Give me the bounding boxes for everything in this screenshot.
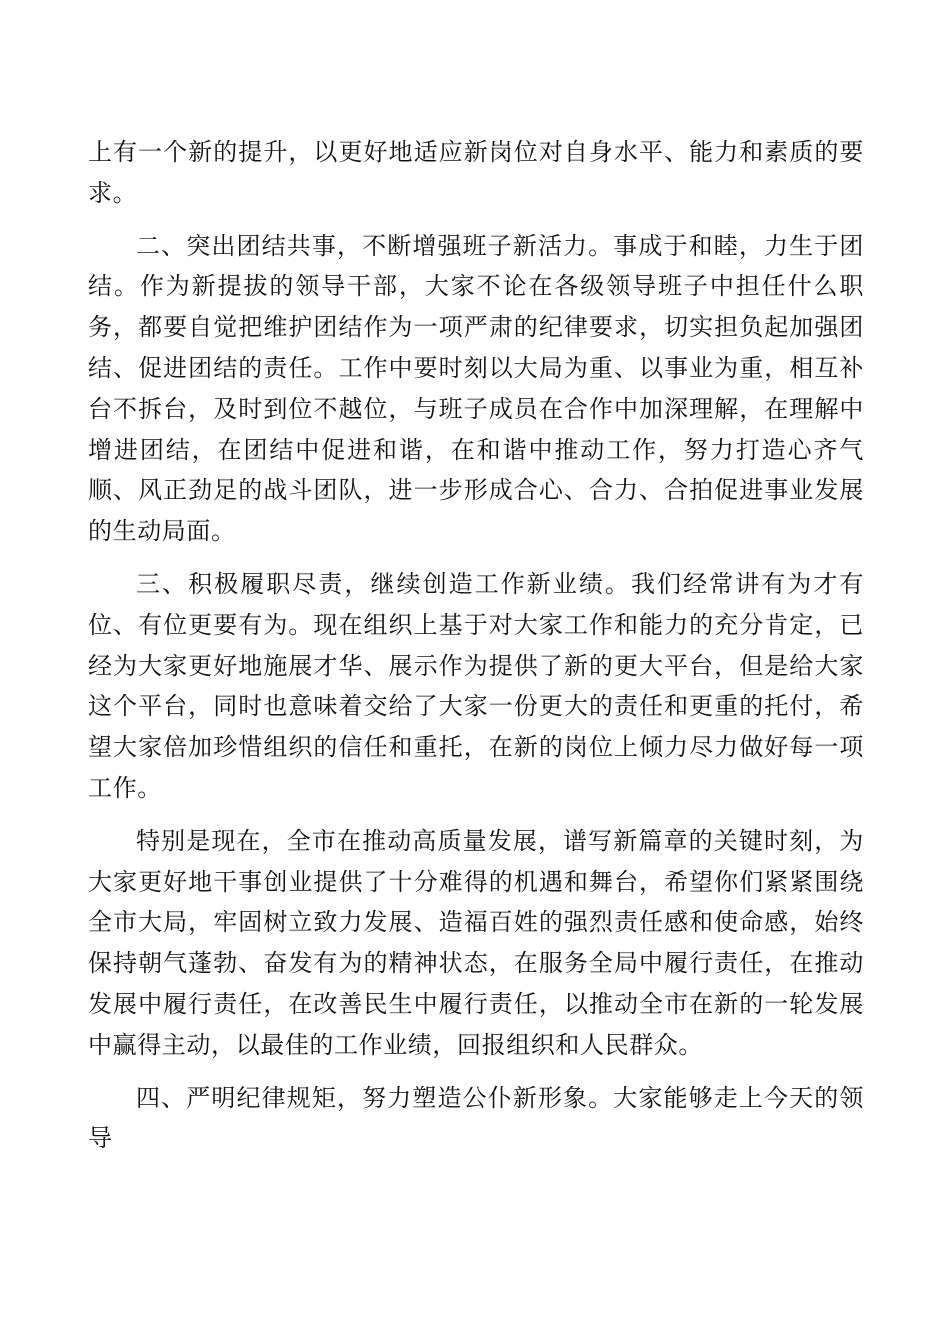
paragraph-section-four: 四、严明纪律规矩，努力塑造公仆新形象。大家能够走上今天的领导	[88, 1083, 864, 1153]
paragraph-continuation: 上有一个新的提升，以更好地适应新岗位对自身水平、能力和素质的要求。	[88, 138, 864, 207]
document-page	[88, 132, 864, 1159]
paragraph-section-two: 二、突出团结共事，不断增强班子新活力。事成于和睦，力生于团结。作为新提拔的领导干部，大家不论在各级领导班子中担任什么职务，都要自觉把维护团结作为一项严肃的纪律要求，切实担负起加强团结、促进团结的责任。工作中要时刻以大局为重、以事业为重，相互补台不拆台，及时到位不越位，与班子成员在合作中加深理解，在理解中增进团结，在团结中促进和谐，在和谐中推动工作，努力打造心齐气顺、风正劲足的战斗团队，进一步形成合心、合力、合拍促进事业发展的生动局面。	[88, 231, 864, 546]
paragraph-section-three: 三、积极履职尽责，继续创造工作新业绩。我们经常讲有为才有位、有位更要有为。现在组织上基于对大家工作和能力的充分肯定，已经为大家更好地施展才华、展示作为提供了新的更大平台，但是给大家这个平台，同时也意味着交给了大家一份更大的责任和更重的托付，希望大家倍加珍惜组织的信任和重托，在新的岗位上倾力尽力做好每一项工作。	[88, 569, 864, 802]
paragraph-special-note: 特别是现在，全市在推动高质量发展，谱写新篇章的关键时刻，为大家更好地干事创业提供了十分难得的机遇和舞台，希望你们紧紧围绕全市大局，牢固树立致力发展、造福百姓的强烈责任感和使命感，始终保持朝气蓬勃、奋发有为的精神状态，在服务全局中履行责任，在推动发展中履行责任，在改善民生中履行责任，以推动全市在新的一轮发展中赢得主动，以最佳的工作业绩，回报组织和人民群众。	[88, 826, 864, 1059]
